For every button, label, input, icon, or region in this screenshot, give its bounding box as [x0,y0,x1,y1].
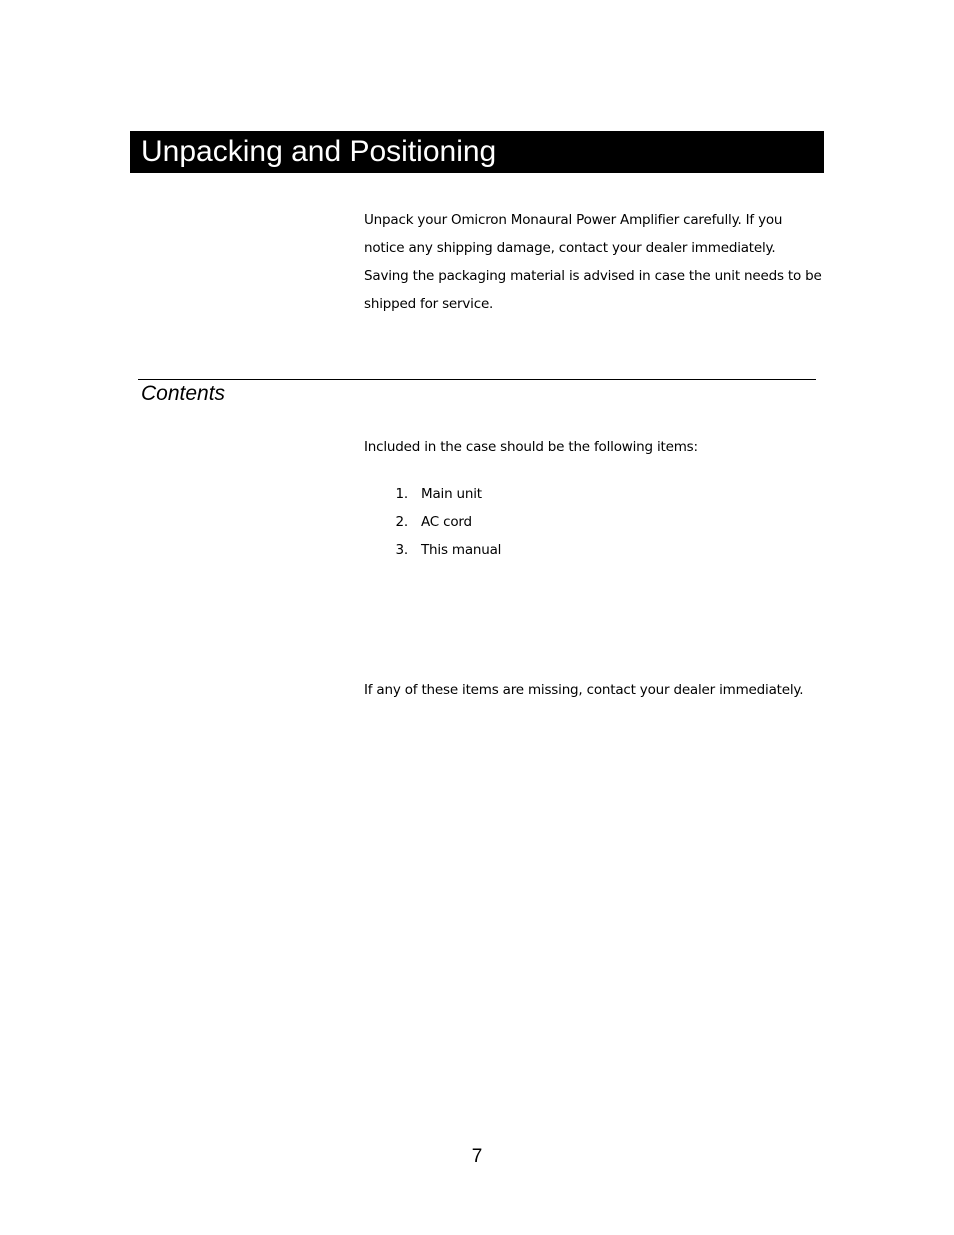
list-item [364,480,501,508]
contents-closing-text: If any of these items are missing, contact your dealer immediately. [364,682,804,698]
list-item [364,508,501,536]
contents-list [364,480,501,564]
page-number: 7 [471,1146,483,1167]
chapter-title-bar [130,131,824,173]
list-item-label: AC cord [421,514,472,530]
contents-lead-text: Included in the case should be the following items: [364,439,698,455]
list-item-label: This manual [421,542,502,558]
section-heading-contents: Contents [141,382,226,405]
chapter-title: Unpacking and Positioning [141,135,497,168]
list-item-label: Main unit [421,486,482,502]
list-item-number: 1. [395,486,408,502]
list-item [364,536,501,564]
section-divider [138,379,816,380]
list-item-number: 2. [395,514,408,530]
intro-paragraph: Unpack your Omicron Monaural Power Amplifier carefully. If you notice any shipping damage, contact your dealer immediately. Saving the packaging material is advised in case the unit needs to be shipped for service. [364,212,822,312]
list-item-number: 3. [395,542,408,558]
